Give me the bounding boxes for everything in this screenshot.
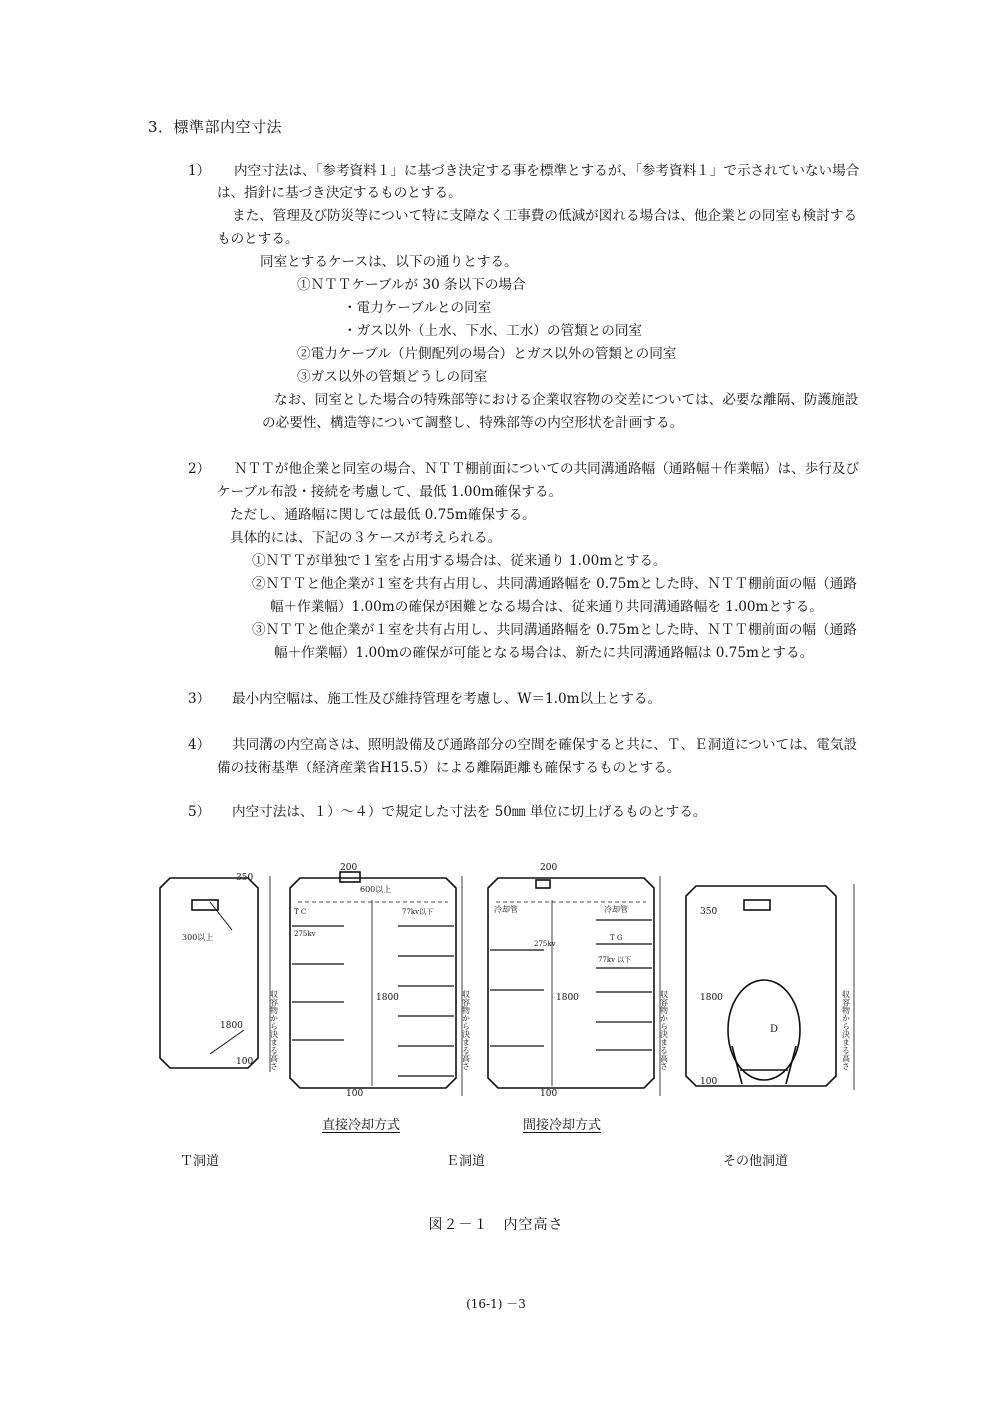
s1-case-3: ③ガス以外の管類どうしの同室 bbox=[297, 369, 488, 385]
caption-direct-cooling: 直接冷却方式 bbox=[322, 1118, 401, 1133]
t-dim-1800: 1800 bbox=[220, 1021, 243, 1031]
label-water-right: 冷却管 bbox=[604, 905, 628, 914]
s1-case-2: ②電力ケーブル（片側配列の場合）とガス以外の管類との同室 bbox=[297, 346, 677, 362]
e2-dim-1800: 1800 bbox=[556, 993, 579, 1003]
s1-case-1: ①ＮＴＴケーブルが 30 条以下の場合 bbox=[297, 277, 526, 293]
e-dim-100: 100 bbox=[346, 1089, 364, 1099]
s2-case-1: ①ＮＴＴが単独で１室を占用する場合は、従来通り 1.00mとする。 bbox=[252, 553, 667, 569]
s1-line-2: は、指針に基づき決定するものとする。 bbox=[217, 185, 462, 201]
o-dim-1800: 1800 bbox=[700, 993, 723, 1003]
e-dim-200: 200 bbox=[340, 863, 358, 873]
label-77kv: 77kv以下 bbox=[402, 908, 434, 916]
s4-number: 4） bbox=[188, 737, 211, 753]
label-e-tunnel: Ｅ洞道 bbox=[446, 1154, 486, 1169]
s1-line-3: また、管理及び防災等について特に支障なく工事費の低減が図れる場合は、他企業との同室も検討する bbox=[232, 208, 858, 224]
s5-number: 5） bbox=[188, 804, 211, 820]
s2-line-2: ケーブル布設・接続を考慮して、最低 1.00m確保する。 bbox=[217, 484, 563, 500]
label-d: D bbox=[770, 1024, 779, 1035]
s4-line-2: 備の技術基準（経済産業省H15.5）による離隔距離も確保するものとする。 bbox=[217, 760, 681, 776]
label-water-left: 冷却管 bbox=[494, 905, 518, 914]
s5-line-1: 内空寸法は、１）～４）で規定した寸法を 50㎜ 単位に切上げるものとする。 bbox=[232, 804, 707, 820]
label-275kv: 275kv bbox=[294, 930, 316, 938]
label-77kv-b: 77kv 以下 bbox=[598, 956, 632, 964]
s1-line-1: 内空寸法は、「参考資料１」に基づき決定する事を標準とするが、「参考資料１」で示されていない場合 bbox=[234, 163, 860, 179]
e2-height-note: 収容物から決まる高さ bbox=[659, 990, 669, 1070]
e-tunnel-direct-section bbox=[290, 872, 462, 1096]
s1-note-2: の必要性、構造等について調整し、特殊部等の内空形状を計画する。 bbox=[262, 415, 684, 431]
t-dim-350: 350 bbox=[236, 873, 254, 883]
s2-case-2b: 幅＋作業幅）1.00mの確保が困難となる場合は、従来通り共同溝通路幅を 1.00mとする。 bbox=[270, 599, 823, 615]
o-dim-100: 100 bbox=[700, 1077, 718, 1087]
s2-case-3b: 幅＋作業幅）1.00mの確保が可能となる場合は、新たに共同溝通路幅は 0.75mとする。 bbox=[274, 645, 814, 661]
figure-title: 図２－１ 内空高さ bbox=[428, 1217, 564, 1233]
e2-dim-200: 200 bbox=[540, 863, 558, 873]
e-height-note: 収容物から決まる高さ bbox=[461, 990, 471, 1070]
tunnel-section-figure bbox=[140, 840, 860, 1180]
s4-line-1: 共同溝の内空高さは、照明設備及び通路部分の空間を確保すると共に、Ｔ、Ｅ洞道については、電気設 bbox=[232, 737, 858, 753]
s1-line-5: 同室とするケースは、以下の通りとする。 bbox=[260, 254, 518, 270]
s3-number: 3） bbox=[188, 691, 211, 707]
t-dim-100: 100 bbox=[236, 1057, 254, 1067]
o-dim-350: 350 bbox=[700, 907, 718, 917]
label-tg: T G bbox=[610, 934, 623, 942]
s3-line-1: 最小内空幅は、施工性及び維持管理を考慮し、W＝1.0m以上とする。 bbox=[232, 691, 662, 707]
t-tunnel-section bbox=[160, 876, 270, 1072]
page-footer: (16-1) －3 bbox=[466, 1297, 526, 1311]
e-dim-600: 600以上 bbox=[360, 885, 392, 894]
e2-dim-100: 100 bbox=[540, 1089, 558, 1099]
s1-case-1a: ・電力ケーブルとの同室 bbox=[343, 300, 492, 316]
s2-case-3a: ③ＮＴＴと他企業が１室を共有占用し、共同溝通路幅を 0.75mとした時、ＮＴＴ棚前面の幅（通路 bbox=[252, 622, 857, 638]
s1-number: 1） bbox=[188, 163, 211, 179]
e-dim-1800: 1800 bbox=[376, 993, 399, 1003]
label-275kv-b: 275kv bbox=[534, 940, 556, 948]
caption-indirect-cooling: 間接冷却方式 bbox=[523, 1118, 602, 1133]
s1-note-1: なお、同室とした場合の特殊部等における企業収容物の交差については、必要な離隔、防護施設 bbox=[274, 392, 859, 408]
s1-case-1b: ・ガス以外（上水、下水、工水）の管類との同室 bbox=[343, 323, 643, 339]
t-dim-300: 300以上 bbox=[182, 933, 214, 942]
section-heading: 3．標準部内空寸法 bbox=[148, 118, 283, 136]
s2-number: 2） bbox=[188, 461, 211, 477]
o-height-note: 収容物から決まる高さ bbox=[841, 990, 851, 1070]
label-t-tunnel: Ｔ洞道 bbox=[180, 1154, 220, 1169]
s2-line-4: 具体的には、下記の３ケースが考えられる。 bbox=[230, 530, 502, 546]
t-height-note: 収容物から決まる高さ bbox=[269, 990, 279, 1070]
s2-case-2a: ②ＮＴＴと他企業が１室を共有占用し、共同溝通路幅を 0.75mとした時、ＮＴＴ棚前面の幅（通路 bbox=[252, 576, 857, 592]
s2-line-3: ただし、通路幅に関しては最低 0.75m確保する。 bbox=[230, 507, 536, 523]
label-tc: T C bbox=[294, 908, 307, 916]
s1-line-4: ものとする。 bbox=[217, 231, 299, 247]
s2-line-1: ＮＴＴが他企業と同室の場合、ＮＴＴ棚前面についての共同溝通路幅（通路幅＋作業幅）は、歩行及び bbox=[234, 461, 860, 477]
label-other-tunnel: その他洞道 bbox=[723, 1154, 789, 1169]
